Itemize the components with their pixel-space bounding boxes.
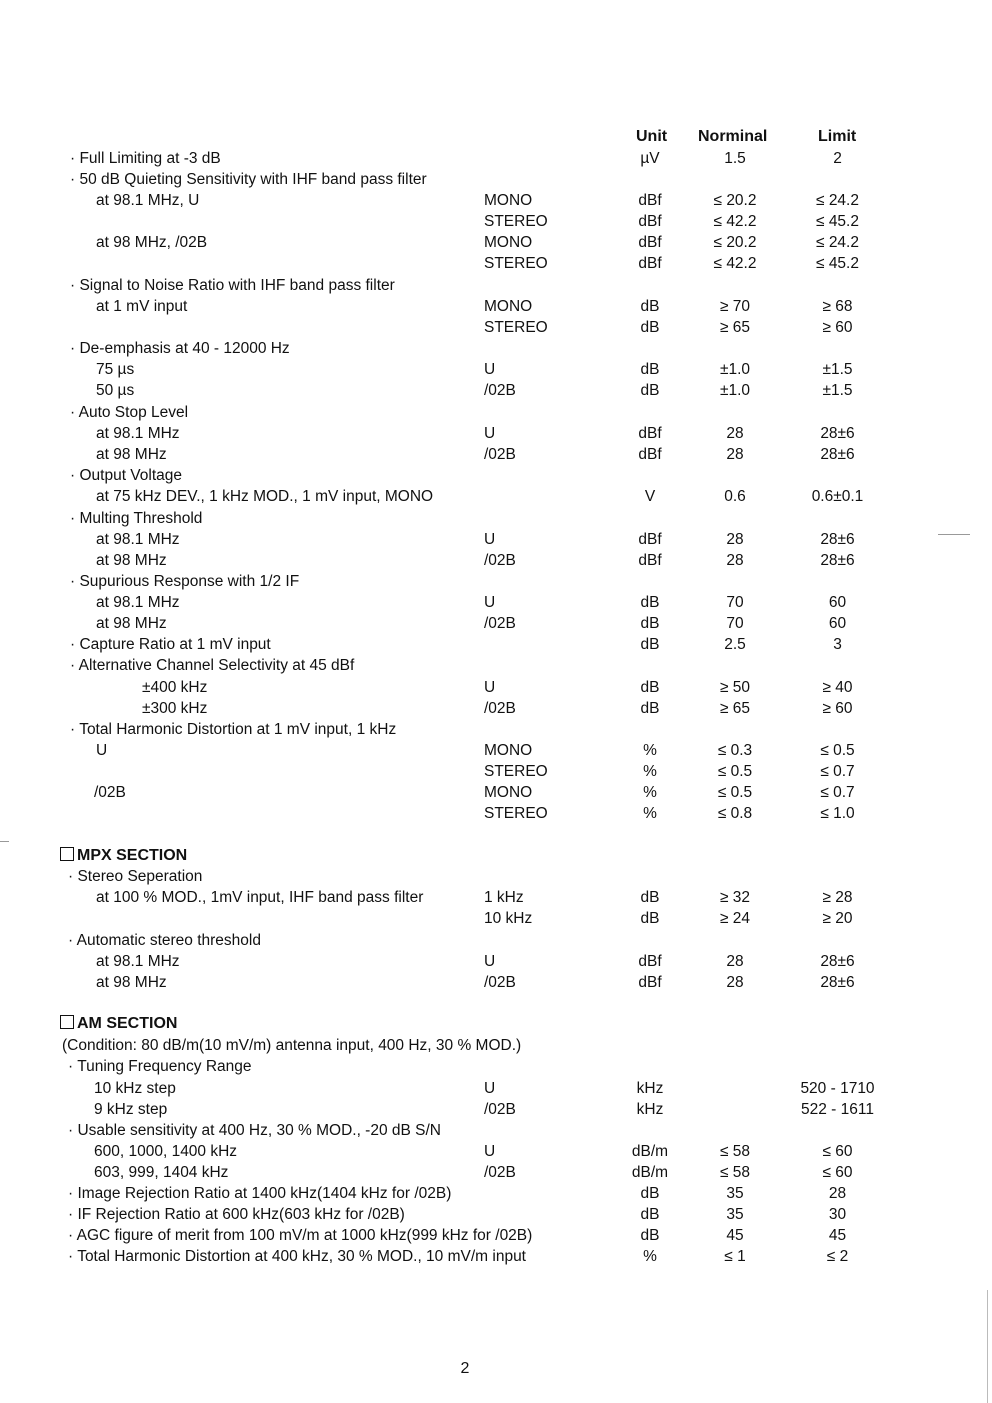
spec-label: at 98 MHz: [96, 446, 167, 463]
spec-limit: 28±6: [820, 446, 855, 463]
spec-row: [0, 1183, 992, 1204]
spec-label: · Automatic stereo threshold: [68, 932, 261, 949]
spec-nominal: ≥ 65: [719, 319, 751, 336]
spec-limit: 0.6±0.1: [811, 488, 864, 505]
column-header-unit: Unit: [636, 128, 668, 145]
spec-row: [0, 908, 992, 929]
spec-row: [0, 698, 992, 719]
spec-label: ±300 kHz: [142, 700, 208, 717]
spec-limit: ≥ 28: [822, 889, 853, 906]
spec-label: · Multing Threshold: [70, 510, 203, 527]
spec-limit: 45: [828, 1227, 847, 1244]
spec-unit: dB: [640, 319, 660, 336]
spec-unit: dB: [640, 1227, 660, 1244]
spec-row: [0, 1078, 992, 1099]
spec-label: · Total Harmonic Distortion at 1 mV input, 1 kHz: [70, 721, 397, 738]
spec-limit: 522 - 1611: [801, 1101, 874, 1118]
spec-label: ±400 kHz: [142, 679, 208, 696]
spec-limit: ≤ 0.7: [820, 784, 855, 801]
spec-label: at 98 MHz, /02B: [96, 234, 208, 251]
spec-nominal: ≤ 20.2: [713, 234, 757, 251]
spec-unit: dB: [640, 615, 660, 632]
spec-mode: STEREO: [484, 213, 548, 230]
spec-mode: /02B: [484, 1164, 516, 1181]
spec-label: 603, 999, 1404 kHz: [94, 1164, 229, 1181]
spec-nominal: 28: [726, 974, 744, 991]
spec-label: · Supurious Response with 1/2 IF: [70, 573, 300, 590]
spec-unit: µV: [640, 150, 660, 167]
spec-unit: dB: [640, 700, 660, 717]
spec-row: [0, 887, 992, 908]
spec-row: [0, 1204, 992, 1225]
spec-nominal: 1.5: [724, 150, 746, 167]
spec-mode: /02B: [484, 446, 516, 463]
spec-nominal: ≤ 58: [719, 1143, 751, 1160]
spec-label: /02B: [94, 784, 126, 801]
spec-nominal: ≥ 65: [719, 700, 751, 717]
spec-label: · Usable sensitivity at 400 Hz, 30 % MOD., -20 dB S/N: [68, 1122, 441, 1139]
spec-label: at 98.1 MHz, U: [96, 192, 200, 209]
spec-nominal: 70: [726, 594, 744, 611]
spec-unit: %: [643, 805, 657, 822]
spec-unit: dB: [640, 679, 660, 696]
spec-label: 9 kHz step: [94, 1101, 168, 1118]
spec-label: at 1 mV input: [96, 298, 188, 315]
spec-mode: STEREO: [484, 255, 548, 272]
spec-limit: 28±6: [820, 974, 855, 991]
spec-label: · De-emphasis at 40 - 12000 Hz: [70, 340, 290, 357]
spec-label: at 98 MHz: [96, 552, 167, 569]
spec-unit: kHz: [636, 1080, 664, 1097]
spec-mode: U: [484, 361, 496, 378]
spec-label: · Stereo Seperation: [68, 868, 203, 885]
spec-mode: U: [484, 425, 496, 442]
spec-nominal: ±1.0: [719, 382, 751, 399]
spec-mode: U: [484, 1143, 496, 1160]
section-title: AM SECTION: [77, 1015, 178, 1032]
spec-label: at 98 MHz: [96, 974, 167, 991]
checkbox-square-icon: [60, 1015, 74, 1029]
spec-unit: %: [643, 763, 657, 780]
page-number: 2: [460, 1360, 470, 1377]
spec-row: [0, 634, 992, 655]
spec-mode: MONO: [484, 742, 533, 759]
spec-unit: dB: [640, 298, 660, 315]
spec-row: [0, 1141, 992, 1162]
spec-limit: ≤ 24.2: [816, 234, 859, 251]
spec-label: · Auto Stop Level: [70, 404, 189, 421]
spec-row: [0, 465, 992, 486]
spec-limit: 28: [828, 1185, 847, 1202]
spec-nominal: ≤ 58: [719, 1164, 751, 1181]
spec-nominal: 0.6: [724, 488, 746, 505]
spec-label: at 98.1 MHz: [96, 594, 180, 611]
checkbox-square-icon: [60, 847, 74, 861]
spec-limit: ≤ 60: [822, 1164, 853, 1181]
spec-row: [0, 930, 992, 951]
spec-label: · Output Voltage: [70, 467, 183, 484]
spec-row: [0, 444, 992, 465]
spec-label: 75 µs: [96, 361, 135, 378]
spec-unit: dBf: [638, 234, 662, 251]
spec-label: · Full Limiting at -3 dB: [70, 150, 221, 167]
spec-row: [0, 529, 992, 550]
spec-nominal: ≤ 0.8: [717, 805, 753, 822]
spec-label: at 98 MHz: [96, 615, 167, 632]
spec-label: 50 µs: [96, 382, 135, 399]
section-title: MPX SECTION: [77, 847, 188, 864]
spec-unit: dB: [640, 1185, 660, 1202]
spec-mode: STEREO: [484, 763, 548, 780]
spec-nominal: ≥ 50: [719, 679, 751, 696]
spec-limit: ≥ 68: [822, 298, 853, 315]
spec-mode: /02B: [484, 974, 516, 991]
spec-row: [0, 719, 992, 740]
spec-label: at 98.1 MHz: [96, 425, 180, 442]
spec-row: [0, 1056, 992, 1077]
spec-mode: /02B: [484, 615, 516, 632]
spec-label: · Signal to Noise Ratio with IHF band pass filter: [70, 277, 395, 294]
spec-row: [0, 423, 992, 444]
spec-nominal: 28: [726, 953, 744, 970]
spec-limit: ≤ 60: [822, 1143, 853, 1160]
spec-mode: 1 kHz: [484, 889, 524, 906]
spec-mode: MONO: [484, 234, 533, 251]
spec-mode: /02B: [484, 552, 516, 569]
spec-label: · Capture Ratio at 1 mV input: [70, 636, 271, 653]
spec-limit: 60: [828, 615, 847, 632]
spec-row: [0, 402, 992, 423]
spec-mode: /02B: [484, 382, 516, 399]
spec-nominal: 35: [726, 1206, 744, 1223]
section-heading-mpx: [60, 845, 187, 867]
spec-row: [0, 761, 992, 782]
spec-limit: ±1.5: [822, 361, 853, 378]
spec-row: [0, 253, 992, 274]
spec-nominal: ≤ 20.2: [713, 192, 757, 209]
spec-nominal: ≥ 70: [719, 298, 751, 315]
spec-nominal: 45: [726, 1227, 744, 1244]
spec-unit: dBf: [638, 192, 662, 209]
spec-limit: ≤ 2: [826, 1248, 849, 1265]
spec-nominal: ≤ 0.5: [717, 763, 753, 780]
scan-mark: [938, 534, 970, 535]
spec-row: [0, 338, 992, 359]
spec-unit: %: [643, 784, 657, 801]
spec-row: [0, 508, 992, 529]
spec-row: [0, 1162, 992, 1183]
spec-limit: ≥ 40: [822, 679, 853, 696]
spec-label: at 100 % MOD., 1mV input, IHF band pass filter: [96, 889, 424, 906]
spec-unit: %: [643, 1248, 657, 1265]
spec-row: [0, 655, 992, 676]
spec-row: [0, 275, 992, 296]
spec-unit: dB: [640, 889, 660, 906]
spec-nominal: 28: [726, 552, 744, 569]
spec-mode: U: [484, 679, 496, 696]
spec-row: [0, 296, 992, 317]
spec-label: · IF Rejection Ratio at 600 kHz(603 kHz for /02B): [68, 1206, 405, 1223]
spec-unit: %: [643, 742, 657, 759]
spec-label: at 75 kHz DEV., 1 kHz MOD., 1 mV input, MONO: [96, 488, 434, 505]
spec-nominal: ≤ 42.2: [713, 255, 757, 272]
spec-mode: STEREO: [484, 319, 548, 336]
spec-mode: STEREO: [484, 805, 548, 822]
spec-unit: dB: [640, 361, 660, 378]
spec-nominal: ≤ 42.2: [713, 213, 757, 230]
spec-unit: dB/m: [631, 1164, 669, 1181]
spec-mode: U: [484, 531, 496, 548]
spec-limit: ≤ 24.2: [816, 192, 859, 209]
spec-row: [0, 951, 992, 972]
scan-mark: [987, 1290, 988, 1403]
spec-mode: /02B: [484, 700, 516, 717]
spec-row: [0, 677, 992, 698]
spec-mode: 10 kHz: [484, 910, 533, 927]
spec-limit: 520 - 1710: [800, 1080, 875, 1097]
spec-limit: ≤ 0.7: [820, 763, 855, 780]
spec-nominal: ≤ 0.3: [717, 742, 753, 759]
spec-unit: dBf: [638, 974, 662, 991]
spec-row: [0, 571, 992, 592]
spec-row: [0, 803, 992, 824]
spec-row: [0, 169, 992, 190]
spec-unit: dBf: [638, 446, 662, 463]
spec-unit: dB: [640, 910, 660, 927]
spec-nominal: ±1.0: [719, 361, 751, 378]
spec-limit: 28±6: [820, 552, 855, 569]
spec-nominal: ≤ 0.5: [717, 784, 753, 801]
spec-mode: U: [484, 594, 496, 611]
spec-row: [0, 740, 992, 761]
spec-nominal: 35: [726, 1185, 744, 1202]
spec-label: at 98.1 MHz: [96, 953, 180, 970]
spec-row: [0, 190, 992, 211]
spec-row: [0, 359, 992, 380]
section-heading-am: [60, 1013, 177, 1035]
spec-mode: /02B: [484, 1101, 516, 1118]
spec-row: [0, 148, 992, 169]
spec-limit: 3: [833, 636, 842, 653]
spec-row: [0, 232, 992, 253]
spec-unit: dBf: [638, 255, 662, 272]
spec-limit: ≥ 20: [822, 910, 853, 927]
spec-mode: MONO: [484, 784, 533, 801]
spec-label: 600, 1000, 1400 kHz: [94, 1143, 238, 1160]
spec-row: [0, 613, 992, 634]
spec-mode: U: [484, 953, 496, 970]
spec-unit: dBf: [638, 213, 662, 230]
spec-row: [0, 1120, 992, 1141]
spec-nominal: ≥ 24: [719, 910, 751, 927]
spec-mode: U: [484, 1080, 496, 1097]
spec-label: (Condition: 80 dB/m(10 mV/m) antenna input, 400 Hz, 30 % MOD.): [62, 1037, 522, 1054]
spec-limit: ≥ 60: [822, 700, 853, 717]
spec-limit: ≤ 0.5: [820, 742, 855, 759]
spec-label: · AGC figure of merit from 100 mV/m at 1000 kHz(999 kHz for /02B): [68, 1227, 533, 1244]
spec-label: · Total Harmonic Distortion at 400 kHz, 30 % MOD., 10 mV/m input: [68, 1248, 526, 1265]
spec-nominal: ≤ 1: [724, 1248, 746, 1265]
spec-nominal: 28: [726, 446, 744, 463]
spec-nominal: 28: [726, 425, 744, 442]
spec-label: U: [96, 742, 108, 759]
spec-row: [0, 1035, 992, 1056]
spec-label: 10 kHz step: [94, 1080, 176, 1097]
spec-row: [0, 782, 992, 803]
spec-nominal: 2.5: [724, 636, 746, 653]
spec-mode: MONO: [484, 192, 533, 209]
spec-limit: ≥ 60: [822, 319, 853, 336]
spec-row: [0, 317, 992, 338]
spec-limit: 60: [828, 594, 847, 611]
spec-label: at 98.1 MHz: [96, 531, 180, 548]
spec-limit: 28±6: [820, 425, 855, 442]
spec-unit: V: [644, 488, 656, 505]
spec-row: [0, 1225, 992, 1246]
spec-limit: 28±6: [820, 953, 855, 970]
spec-unit: kHz: [636, 1101, 664, 1118]
spec-row: [0, 211, 992, 232]
spec-row: [0, 486, 992, 507]
column-header-nominal: Norminal: [698, 128, 768, 145]
spec-unit: dB/m: [631, 1143, 669, 1160]
spec-nominal: ≥ 32: [719, 889, 751, 906]
spec-unit: dBf: [638, 552, 662, 569]
spec-row: [0, 592, 992, 613]
spec-unit: dB: [640, 636, 660, 653]
spec-row: [0, 380, 992, 401]
spec-limit: 30: [828, 1206, 847, 1223]
spec-limit: ≤ 45.2: [816, 255, 859, 272]
spec-label: · 50 dB Quieting Sensitivity with IHF band pass filter: [70, 171, 427, 188]
spec-unit: dBf: [638, 425, 662, 442]
spec-row: [0, 1246, 992, 1267]
spec-unit: dBf: [638, 953, 662, 970]
spec-unit: dB: [640, 1206, 660, 1223]
spec-unit: dBf: [638, 531, 662, 548]
spec-limit: ≤ 45.2: [816, 213, 859, 230]
spec-nominal: 28: [726, 531, 744, 548]
spec-row: [0, 866, 992, 887]
spec-label: · Tuning Frequency Range: [68, 1058, 252, 1075]
spec-row: [0, 972, 992, 993]
spec-limit: ±1.5: [822, 382, 853, 399]
spec-unit: dB: [640, 594, 660, 611]
spec-label: · Image Rejection Ratio at 1400 kHz(1404 kHz for /02B): [68, 1185, 452, 1202]
column-header-limit: Limit: [818, 128, 857, 145]
spec-row: [0, 1099, 992, 1120]
spec-nominal: 70: [726, 615, 744, 632]
spec-unit: dB: [640, 382, 660, 399]
spec-label: · Alternative Channel Selectivity at 45 dBf: [70, 657, 355, 674]
scan-mark: [0, 841, 9, 842]
spec-limit: ≤ 1.0: [820, 805, 855, 822]
spec-limit: 28±6: [820, 531, 855, 548]
spec-mode: MONO: [484, 298, 533, 315]
spec-row: [0, 550, 992, 571]
spec-limit: 2: [833, 150, 842, 167]
